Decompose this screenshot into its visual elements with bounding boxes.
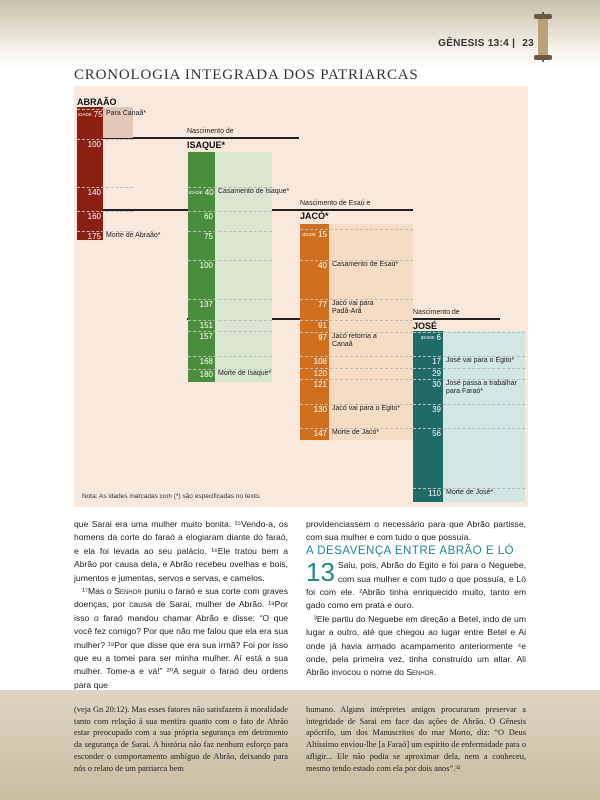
event-label: Morte de Isaque* [218,370,272,377]
age-value: 160 [87,212,101,221]
event-label: Morte de José* [446,489,494,496]
age-value: 39 [432,405,441,414]
age-value: IDADE 75 [78,110,103,119]
idade-tag: IDADE [189,190,203,196]
age-value: IDADE 40 [189,188,214,197]
separator: | [512,38,519,49]
age-value: 110 [428,489,441,498]
age-value: 30 [432,380,441,389]
event-label: Morte de Jacó* [332,429,380,436]
event-label: Jacó vai para o Egito* [332,405,401,412]
age-value: 97 [318,333,327,342]
body-paragraph: ¹⁷Mas o Senhor puniu o faraó e sua corte com graves doenças, por causa de Sarai, mulher de Abrão. ¹⁸Por isso o faraó mandou chamar Abrão e disse: “O que você fez comigo? Por que não me falou que ela era sua mulher? ¹⁹Por que disse que era sua irmã? Foi por isso que eu a tomei para ser minha mulher. Aí está a sua mulher. Tome-a e vá!” ²⁰A seguir o faraó deu ordens para que [74,586,289,690]
footnote-right: humano. Alguns intérpretes antigos procuraram preservar a integridade de Sarai em face das ações de Abrão. O Gênesis apócrifo, um dos Manuscritos do mar Morto, diz: “O Deus Altíssimo enviou-lhe [a Faraó] um espírito de enfermidade para o afligir... Ele não podia se aproximar dela, nem a conheceu, mesmo tendo estado com ela por dois anos”.³² [306,705,526,773]
age-value: 180 [199,370,213,379]
header-background [0,0,600,70]
chart-title: CRONOLOGIA INTEGRADA DOS PATRIARCAS [74,67,419,83]
body-left-column [74,518,288,692]
age-value: 151 [199,321,213,330]
chapter-number: 13 [306,557,335,588]
age-value: 56 [432,429,441,438]
age-value: 147 [313,429,327,438]
age-value: IDADE 15 [302,230,327,239]
event-label: Casamento de Esaú* [332,261,399,268]
age-value: 29 [432,369,441,378]
chart-note: Nota: As idades marcadas com (*) são especificadas no texto. [82,493,261,500]
event-label: José vai para o Egito* [446,357,515,364]
isaque-name: ISAQUE* [187,140,226,150]
body-right-column [306,518,526,680]
age-value: 100 [87,140,101,149]
jaco-birth-header: Nascimento de Esaú e [300,200,371,207]
book-reference: GÊNESIS 13:4 [438,38,509,49]
age-value: 60 [204,212,213,221]
age-value: 77 [318,300,327,309]
event-label: Morte de Abraão* [106,232,161,239]
running-header [438,38,534,49]
idade-tag: IDADE [302,232,317,238]
idade-tag: IDADE [420,335,435,341]
age-value: IDADE 6 [420,333,441,342]
event-label: Para Canaã* [106,110,147,117]
age-value: 40 [318,261,327,270]
abraao-name: ABRAÃO [77,97,117,107]
jaco-name: JACÓ* [300,211,329,221]
age-value: 130 [313,405,327,414]
age-value: 91 [318,321,327,330]
idade-tag: IDADE [78,112,92,118]
age-value: 168 [199,357,213,366]
age-value: 175 [87,232,101,241]
age-value: 75 [204,232,213,241]
age-value: 108 [313,357,327,366]
age-value: 100 [199,261,213,270]
age-value: 120 [313,369,327,378]
scroll-icon [530,12,556,62]
body-paragraph: providenciassem o necessário para que Abrão partisse, com sua mulher e com tudo o que possuía. [306,519,526,543]
section-title: A DESAVENÇA ENTRE ABRÃO E LÓ [306,544,515,557]
footnote-left: (veja Gn 20:12). Mas esses fatores não satisfazem à moralidade tanto com relação à sua mentira quanto com o fato de Abrão estar preocupado com a sua própria segurança em detrimento da segurança de Sarai. A história não faz nenhum esforço para esconder o comportamento ambíguo de Abrão, deixando para nós o relato de um patriarca bem [74,705,288,773]
age-value: 157 [199,332,213,341]
event-label: Jacó vai para Padã-Arã [332,300,374,315]
age-value: 17 [432,357,441,366]
body-paragraph: Saiu, pois, Abrão do Egito e foi para o Neguebe, com sua mulher e com tudo o que possuía, e Ló foi com ele. ²Abrão tinha enriquecido muito, tanto em gado como em prata e ouro. [306,560,526,611]
event-label: Casamento de Isaque* [218,188,290,195]
isaque-birth-header: Nascimento de [187,128,234,135]
age-value: 121 [313,380,327,389]
body-paragraph: ³Ele partiu do Neguebe em direção a Betel, indo de um lugar a outro, até que chegou ao lugar entre Betel e Ai onde já havia armado acampamento anteriormente ⁴e onde, pela primeira vez, tinha construído um altar. Ali Abrão invocou o nome do Senhor. [306,613,526,678]
body-paragraph: que Sarai era uma mulher muito bonita. ¹⁵Vendo-a, os homens da corte do faraó a elogiaram diante do faraó, e ela foi levada ao seu palácio. ¹⁶Ele tratou bem a Abrão por causa dela, e Abrão recebeu ovelhas e bois, jumentos e jumentas, servos e servas, e camelos. [74,519,288,583]
jose-name: JOSÉ [413,321,438,331]
event-label: José passa a trabalhar para Faraó* [446,380,517,395]
event-label: Jacó retorna a Canaã [332,333,377,348]
page-number: 23 [522,38,534,49]
age-value: 140 [87,188,101,197]
age-value: 137 [199,300,213,309]
jose-birth-header: Nascimento de [413,309,460,316]
